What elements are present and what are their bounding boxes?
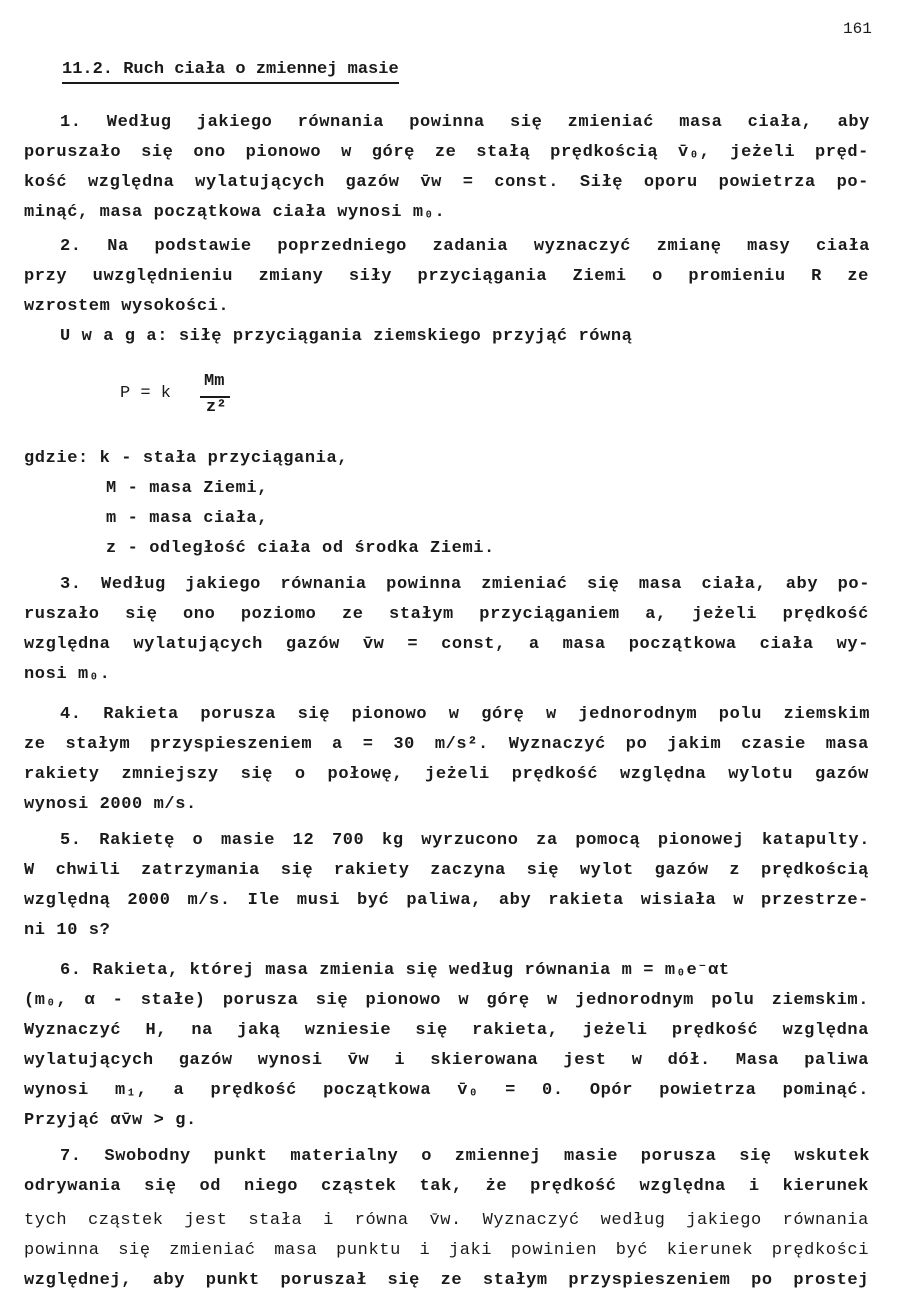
text-line: poruszało się ono pionowo w górę ze stałą prędkością v̄₀, jeżeli pręd- [24, 143, 869, 162]
text-line: z - odległość ciała od środka Ziemi. [106, 539, 495, 558]
text-line: m - masa ciała, [106, 509, 269, 528]
text-line: Wyznaczyć H, na jaką wzniesie się rakieta, jeżeli prędkość względna [24, 1021, 869, 1040]
text-line: kość względna wylatujących gazów v̄w = const. Siłę oporu powietrza po- [24, 173, 869, 192]
text-line: gdzie: k - stała przyciągania, [24, 449, 349, 468]
text-line: względną 2000 m/s. Ile musi być paliwa, aby rakieta wisiała w przestrze- [24, 891, 869, 910]
text-line: M - masa Ziemi, [106, 479, 269, 498]
text-line: 6. Rakieta, której masa zmienia się według równania m = m₀e⁻αt [60, 961, 730, 980]
text-line: nosi m₀. [24, 665, 111, 684]
text-line: wylatujących gazów wynosi v̄w i skierowana jest w dół. Masa paliwa [24, 1051, 869, 1070]
text-line: Przyjąć αv̄w > g. [24, 1111, 197, 1130]
text-line: odrywania się od niego cząstek tak, że prędkość względna i kierunek [24, 1177, 869, 1196]
text-line: 3. Według jakiego równania powinna zmieniać się masa ciała, aby po- [60, 575, 870, 594]
text-line: (m₀, α - stałe) porusza się pionowo w górę w jednorodnym polu ziemskim. [24, 991, 869, 1010]
text-line: rakiety zmniejszy się o połowę, jeżeli prędkość względna wylotu gazów [24, 765, 869, 784]
page-number: 161 [843, 20, 872, 38]
text-line: W chwili zatrzymania się rakiety zaczyna się wylot gazów z prędkością [24, 861, 869, 880]
text-line: wynosi m₁, a prędkość początkowa v̄₀ = 0. Opór powietrza pominąć. [24, 1081, 869, 1100]
text-line: 7. Swobodny punkt materialny o zmiennej masie porusza się wskutek [60, 1147, 870, 1166]
text-line: wzrostem wysokości. [24, 297, 230, 316]
text-line: U w a g a: siłę przyciągania ziemskiego przyjąć równą [60, 327, 633, 346]
text-line: powinna się zmieniać masa punktu i jaki powinien być kierunek prędkości [24, 1241, 869, 1260]
formula-denominator: z² [206, 398, 227, 417]
section-title: 11.2. Ruch ciała o zmiennej masie [62, 60, 399, 84]
text-line: 1. Według jakiego równania powinna się zmieniać masa ciała, aby [60, 113, 870, 132]
text-line: ni 10 s? [24, 921, 111, 940]
text-line: minąć, masa początkowa ciała wynosi m₀. [24, 203, 446, 222]
gravity-formula [120, 372, 260, 422]
text-line: 2. Na podstawie poprzedniego zadania wyznaczyć zmianę masy ciała [60, 237, 870, 256]
text-line: tych cząstek jest stała i równa v̄w. Wyznaczyć według jakiego równania [24, 1211, 869, 1230]
formula-lhs: P = k [120, 384, 172, 403]
text-line: ze stałym przyspieszeniem a = 30 m/s². Wyznaczyć po jakim czasie masa [24, 735, 869, 754]
text-line: ruszało się ono poziomo ze stałym przyciąganiem a, jeżeli prędkość [24, 605, 869, 624]
text-line: względna wylatujących gazów v̄w = const, a masa początkowa ciała wy- [24, 635, 869, 654]
text-line: względnej, aby punkt poruszał się ze stałym przyspieszeniem po prostej [24, 1271, 869, 1290]
text-line: przy uwzględnieniu zmiany siły przyciągania Ziemi o promieniu R ze [24, 267, 869, 286]
text-line: wynosi 2000 m/s. [24, 795, 197, 814]
formula-numerator: Mm [204, 372, 225, 391]
text-line: 5. Rakietę o masie 12 700 kg wyrzucono za pomocą pionowej katapulty. [60, 831, 870, 850]
text-line: 4. Rakieta porusza się pionowo w górę w jednorodnym polu ziemskim [60, 705, 870, 724]
